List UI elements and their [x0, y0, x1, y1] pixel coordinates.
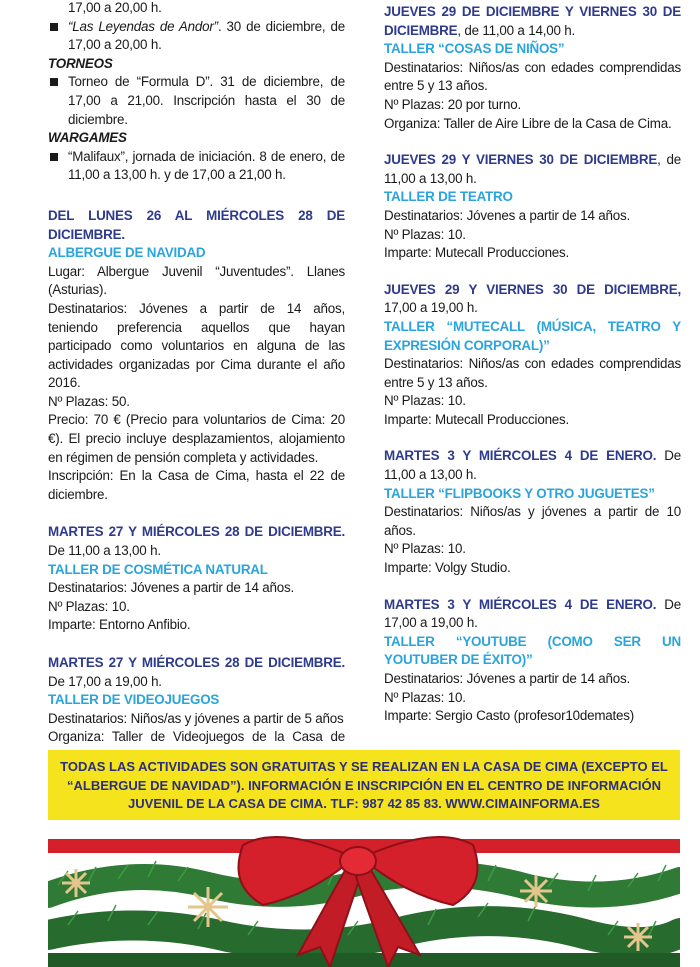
mutecall-date: JUEVES 29 Y VIERNES 30 DE DICIEMBRE,	[384, 281, 681, 297]
albergue-plazas: Nº Plazas: 50.	[48, 393, 130, 409]
ninos-date: JUEVES 29 DE DICIEMBRE Y VIERNES 30 DE DICIEMBRE	[384, 4, 681, 38]
youtube-title: TALLER “YOUTUBE (COMO SER UN YOUTUBER DE ÉXITO)”	[384, 633, 681, 668]
cosmetica-schedule: MARTES 27 Y MIÉRCOLES 28 DE DICIEMBRE. De 11,00 a 13,00 h.	[48, 524, 345, 559]
albergue-precio: Precio: 70 € (Precio para voluntarios de Cima: 20 €). El precio incluye desplazamientos, alojamiento en régimen de pensión completa y actividades.	[48, 412, 345, 465]
banner-line-1: TODAS LAS ACTIVIDADES SON GRATUITAS Y SE REALIZAN EN LA CASA DE CIMA (EXCEPTO EL	[60, 759, 668, 774]
game-item-leyendas: “Las Leyendas de Andor”. 30 de diciembre, de 17,00 a 20,00 h.	[48, 18, 345, 55]
cosmetica-destinatarios: Destinatarios: Jóvenes a partir de 14 años.	[48, 580, 294, 596]
ninos-title: TALLER “COSAS DE NIÑOS”	[384, 41, 565, 57]
wargames-item: “Malifaux”, jornada de iniciación. 8 de enero, de 11,00 a 13,00 h. y de 17,00 a 21,00 h.	[48, 148, 345, 185]
ninos-schedule: JUEVES 29 DE DICIEMBRE Y VIERNES 30 DE DICIEMBRE, de 11,00 a 14,00 h.	[384, 4, 681, 38]
category-wargames: WARGAMES	[48, 130, 127, 146]
teatro-imparte: Imparte: Mutecall Producciones.	[384, 245, 570, 261]
banner-line-2: “ALBERGUE DE NAVIDAD”). INFORMACIÓN E INSCRIPCIÓN EN EL CENTRO DE INFORMACIÓN	[67, 777, 661, 793]
flipbooks-title: TALLER “FLIPBOOKS Y OTRO JUGUETES”	[384, 485, 655, 501]
garland-illustration	[48, 825, 680, 967]
ninos-destinatarios: Destinatarios: Niños/as con edades comprendidas entre 5 y 13 años.	[384, 59, 681, 94]
mutecall-imparte: Imparte: Mutecall Producciones.	[384, 411, 570, 427]
youtube-destinatarios: Destinatarios: Jóvenes a partir de 14 años.	[384, 671, 630, 686]
category-torneos: TORNEOS	[48, 55, 113, 71]
youtube-schedule: MARTES 3 Y MIÉRCOLES 4 DE ENERO. De 17,00 a 19,00 h.	[384, 596, 681, 631]
cosmetica-plazas: Nº Plazas: 10.	[48, 598, 130, 614]
info-banner	[48, 750, 680, 820]
mutecall-plazas: Nº Plazas: 10.	[384, 393, 466, 409]
mutecall-schedule: JUEVES 29 Y VIERNES 30 DE DICIEMBRE, 17,00 a 19,00 h.	[384, 281, 681, 316]
youtube-date: MARTES 3 Y MIÉRCOLES 4 DE ENERO.	[384, 596, 657, 612]
teatro-title: TALLER DE TEATRO	[384, 189, 513, 205]
videojuegos-destinatarios: Destinatarios: Niños/as y jóvenes a partir de 5 años	[48, 710, 344, 726]
albergue-inscripcion: Inscripción: En la Casa de Cima, hasta el 22 de diciembre.	[48, 468, 345, 502]
teatro-schedule: JUEVES 29 Y VIERNES 30 DE DICIEMBRE, de 11,00 a 13,00 h.	[384, 152, 681, 186]
game-title: “Las Leyendas de Andor”	[68, 18, 218, 34]
cosmetica-date: MARTES 27 Y MIÉRCOLES 28 DE DICIEMBRE.	[48, 524, 345, 540]
mutecall-title: TALLER “MUTECALL (MÚSICA, TEATRO Y EXPRESIÓN CORPORAL)”	[384, 318, 681, 353]
youtube-imparte: Imparte: Sergio Casto (profesor10demates)	[384, 708, 635, 724]
left-column	[48, 0, 345, 766]
flipbooks-date: MARTES 3 Y MIÉRCOLES 4 DE ENERO.	[384, 448, 657, 464]
albergue-title: ALBERGUE DE NAVIDAD	[48, 245, 206, 261]
videojuegos-date: MARTES 27 Y MIÉRCOLES 28 DE DICIEMBRE.	[48, 655, 345, 670]
teatro-plazas: Nº Plazas: 10.	[384, 226, 466, 242]
flipbooks-schedule: MARTES 3 Y MIÉRCOLES 4 DE ENERO. De 11,00 a 13,00 h.	[384, 448, 681, 483]
albergue-date: DEL LUNES 26 AL MIÉRCOLES 28 DE DICIEMBRE.	[48, 207, 345, 242]
teatro-destinatarios: Destinatarios: Jóvenes a partir de 14 años.	[384, 207, 630, 223]
cosmetica-title: TALLER DE COSMÉTICA NATURAL	[48, 561, 268, 577]
banner-line-3: JUVENIL DE LA CASA DE CIMA. TLF: 987 42 85 83. WWW.CIMAINFORMA.ES	[128, 796, 600, 812]
game-session-continuation: 17,00 a 20,00 h.	[68, 0, 162, 15]
flipbooks-imparte: Imparte: Volgy Studio.	[384, 560, 511, 576]
right-column	[384, 3, 681, 726]
albergue-lugar: Lugar: Albergue Juvenil “Juventudes”. Llanes (Asturias).	[48, 263, 345, 298]
mutecall-destinatarios: Destinatarios: Niños/as con edades comprendidas entre 5 y 13 años.	[384, 356, 681, 390]
torneo-item: Torneo de “Formula D”. 31 de diciembre, de 17,00 a 21,00. Inscripción hasta el 30 de diciembre.	[48, 73, 345, 129]
youtube-plazas: Nº Plazas: 10.	[384, 689, 466, 705]
flipbooks-destinatarios: Destinatarios: Niños/as y jóvenes a partir de 10 años.	[384, 504, 681, 538]
ninos-organiza: Organiza: Taller de Aire Libre de la Casa de Cima.	[384, 115, 672, 131]
christmas-decoration	[48, 825, 680, 967]
ninos-plazas: Nº Plazas: 20 por turno.	[384, 96, 522, 112]
flipbooks-plazas: Nº Plazas: 10.	[384, 541, 466, 557]
albergue-destinatarios: Destinatarios: Jóvenes a partir de 14 años, teniendo preferencia aquellos que hayan participado como voluntarios en alguna de las actividades organizadas por Cima durante el año 2016.	[48, 300, 345, 391]
cosmetica-imparte: Imparte: Entorno Anfibio.	[48, 617, 191, 633]
videojuegos-organiza: Organiza: Taller de Videojuegos de la Casa de	[48, 729, 345, 745]
videojuegos-title: TALLER DE VIDEOJUEGOS	[48, 692, 220, 708]
teatro-date: JUEVES 29 Y VIERNES 30 DE DICIEMBRE	[384, 152, 658, 168]
videojuegos-schedule: MARTES 27 Y MIÉRCOLES 28 DE DICIEMBRE. De 17,00 a 19,00 h.	[48, 655, 345, 689]
